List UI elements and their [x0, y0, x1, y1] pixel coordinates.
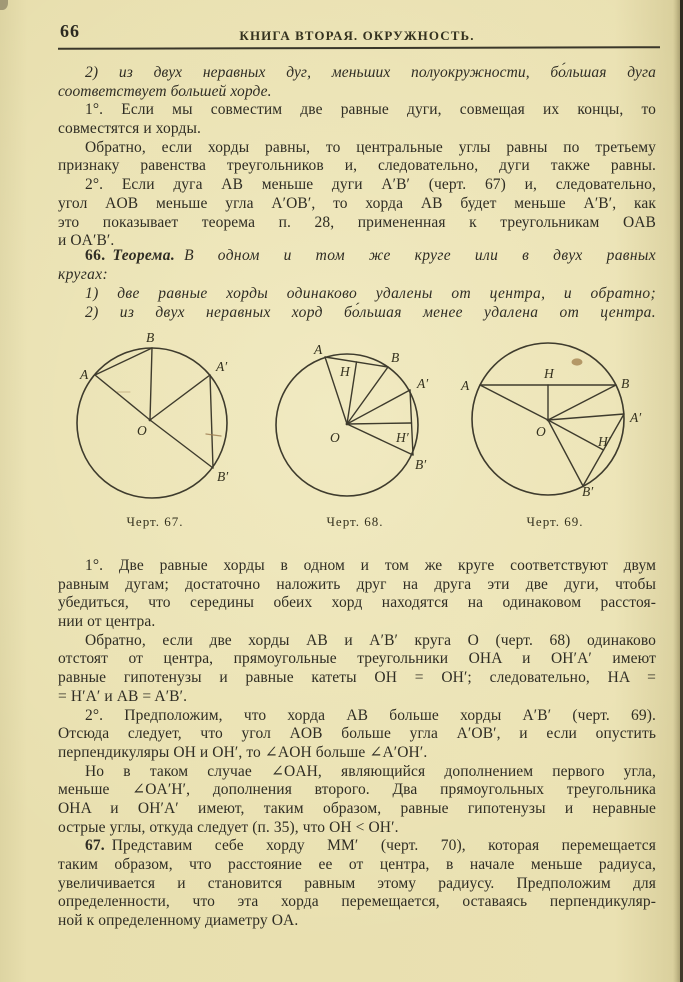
figure-caption: Черт. 68. — [326, 514, 384, 529]
text-line: соответствует большей хорде. — [58, 82, 272, 100]
radius-OA — [95, 375, 150, 420]
theorem-lead-line — [58, 246, 656, 265]
text-line: острые углы, откуда следует (п. 35), что OH < OH′. — [58, 818, 399, 836]
text-line: определенности, что эта хорда перемещается, оставаясь перпендикуляр- — [58, 893, 656, 911]
point-label-H2: H′ — [396, 430, 409, 445]
text-line: OHA и OH′A′ имеют, таким образом, равные гипотенузы и неравные — [58, 799, 656, 817]
point-label-B2: B′ — [217, 469, 229, 484]
text-line: угол AOB меньше угла A′OB′, то хорда AB будет меньше A′B′, как — [58, 194, 656, 212]
page-edge-shadow — [673, 0, 680, 982]
text-line: 2°. Предположим, что хорда AB больше хорды A′B′ (черт. 69). — [85, 706, 656, 724]
paragraph-67-lead-line — [58, 837, 656, 856]
point-label-H2: H′ — [598, 434, 611, 449]
figure-caption: Черт. 69. — [526, 514, 584, 529]
center-dot — [346, 423, 349, 426]
point-label-B2: B′ — [415, 457, 427, 472]
theorem-number: 66. — [85, 247, 106, 264]
figure-69 — [455, 330, 655, 517]
point-label-B: B — [391, 350, 400, 365]
text-line: 2) из двух неравных хорд бо́льшая менее удалена от центра. — [85, 304, 656, 321]
theorem-word: Теорема. — [112, 247, 176, 264]
text-line: увеличивается и становится равным этому радиусу. Предположим для — [58, 874, 656, 892]
point-label-B: B — [146, 330, 155, 345]
text-line: = H′A′ и AB = A′B′. — [58, 687, 188, 705]
point-label-O: O — [137, 423, 147, 438]
text-line: таким образом, что расстояние ее от центра, в начале меньше радиуса, — [58, 856, 656, 873]
point-label-O: O — [330, 430, 340, 445]
point-label-A: A — [80, 367, 89, 382]
header-rule — [58, 46, 660, 50]
chord-AB — [95, 348, 152, 375]
pencil-tick — [206, 434, 221, 436]
text-line: 2) из двух неравных дуг, меньших полуокружности, бо́льшая дуга — [85, 64, 656, 81]
running-head: КНИГА ВТОРАЯ. ОКРУЖНОСТЬ. — [239, 28, 475, 43]
point-label-H: H — [544, 366, 554, 381]
intro-section — [58, 64, 656, 251]
text-line: Но в таком случае ∠OAH, являющийся дополнением первого угла, — [85, 762, 656, 780]
figure-caption: Черт. 67. — [126, 514, 184, 529]
paragraph-number: 67. — [85, 837, 105, 855]
text-line: кругах: — [58, 266, 108, 283]
body-section — [58, 557, 656, 931]
scan-spot — [572, 358, 583, 365]
radius-OB — [150, 348, 152, 420]
center-dot — [149, 419, 152, 422]
paragraph-text: Представим себе хорду MM′ (черт. 70), которая перемещается — [111, 837, 656, 855]
radius-OB2 — [150, 420, 213, 468]
text-line: совместятся и хорды. — [58, 120, 201, 138]
page-number: 66 — [60, 21, 80, 41]
text-line: признаку равенства треугольников и, следовательно, дуги также равны. — [58, 157, 656, 175]
scan-corner-mark — [0, 0, 8, 10]
radius-OA — [480, 385, 548, 420]
point-label-A2: A′ — [630, 410, 642, 425]
point-label-B: B — [621, 376, 630, 391]
text-line: перпендикуляры OH и OH′, то ∠AOH больше ∠A′OH′. — [58, 743, 428, 761]
figure-67 — [60, 330, 252, 517]
theorem-text: В одном и том же круге или в двух равных — [184, 247, 656, 264]
text-line: нии от центра. — [58, 613, 156, 631]
text-line: и OA′B′. — [58, 232, 115, 250]
radius-OB — [347, 367, 388, 424]
text-line: меньше ∠OA′H′, дополнения второго. Два прямоугольных треугольника — [58, 781, 656, 799]
text-line: 1°. Если мы совместим две равные дуги, совмещая их концы, то — [85, 101, 656, 119]
text-line: это показывает теорема п. 28, примененная к треугольникам OAB — [58, 213, 656, 231]
text-line: 1°. Две равные хорды в одном и том же круге соответствуют двум — [85, 557, 656, 574]
radius-OA2 — [347, 390, 410, 424]
chord-A2B2 — [210, 375, 213, 468]
text-line: равным дугам; достаточно наложить друг на друга эти две дуги, чтобы — [58, 575, 656, 593]
theorem-section — [58, 246, 656, 322]
point-label-A2: A′ — [216, 359, 228, 374]
text-line: равные гипотенузы и равные катеты OH = OH′; следовательно, HA = — [58, 669, 656, 687]
text-line: Обратно, если две хорды AB и A′B′ круга O (черт. 68) одинаково — [85, 631, 656, 649]
figure-68 — [265, 330, 445, 517]
text-line: 2°. Если дуга AB меньше дуги A′B′ (черт. 67) и, следовательно, — [85, 176, 656, 194]
text-line: убедиться, что середины обеих хорд находятся на одинаковом расстоя- — [58, 594, 656, 612]
text-line: отстоят от центра, прямоугольные треугольники OHA и OH′A′ имеют — [58, 650, 656, 668]
text-line: 1) две равные хорды одинаково удалены от центра, и обратно; — [85, 285, 656, 302]
text-line: Обратно, если хорды равны, то центральные углы равны по третьему — [85, 138, 656, 156]
point-label-A2: A′ — [417, 376, 429, 391]
point-label-B2: B′ — [582, 484, 594, 499]
point-label-H: H — [340, 364, 350, 379]
point-label-A: A — [461, 378, 470, 393]
text-line: Отсюда следует, что угол AOB больше угла A′OB′, и если опустить — [58, 725, 656, 743]
center-dot — [547, 419, 550, 422]
text-line: ной к определенному диаметру OA. — [58, 912, 299, 930]
point-label-A: A — [314, 342, 323, 357]
segment-OH2 — [347, 423, 412, 424]
radius-OA2 — [150, 375, 210, 420]
point-label-O: O — [536, 424, 546, 439]
